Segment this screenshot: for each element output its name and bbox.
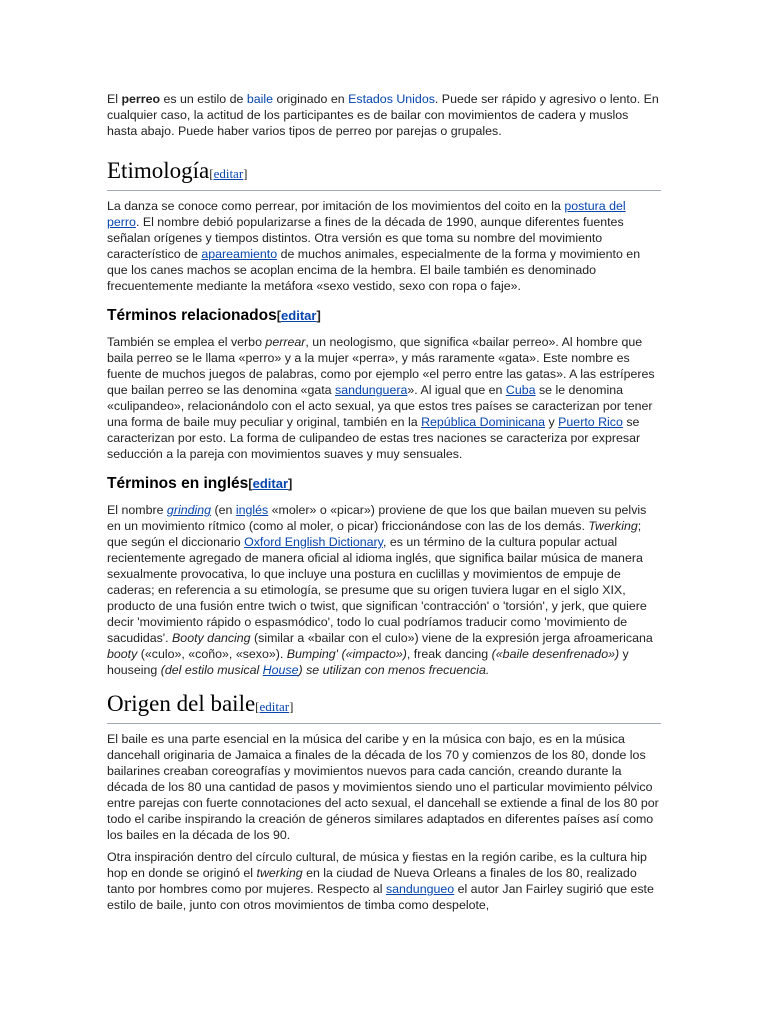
term-houseing-1: (del estilo musical [160,663,263,677]
link-ingles[interactable]: inglés [235,503,269,517]
heading-etimologia-text: Etimología [107,158,210,183]
ingles-text-9: y houseing [107,647,629,677]
etimologia-text-3: de muchos animales, especialmente de la forma y movimiento en que los canes machos se acoplan encima de la hembra. El baile también es denominado frecuentemente mediante la metáfora «sexo vestido, sexo con ropa o faje». [107,247,641,293]
edit-bracket-close: ] [316,308,321,323]
heading-etimologia [107,157,661,191]
origen-paragraph-2 [107,849,661,913]
relacionados-text-5: y [545,415,559,429]
edit-bracket-close: ] [243,166,248,181]
ingles-text-3: «moler» o «picar») proviene de que los que bailan mueven su pelvis en un movimiento rítmico (como al moler, o picar) friccionándose con las de los demás. [107,503,647,533]
relacionados-text-3: ». Al igual que en [407,383,506,397]
heading-terminos-relacionados [107,306,661,326]
article-body [107,91,661,913]
origen-text-2: en la ciudad de Nueva Orleans a finales de los 80, realizado tanto por hombres como por mujeres. Respecto al [107,866,637,896]
term-bumping: Bumping' («impacto») [286,647,407,661]
origen-paragraph-1: El baile es una parte esencial en la música del caribe y en la música con bajo, es en la música dancehall originaria de Jamaica a finales de la década de los 70 y comienzos de los 80, donde los bailarines creaban coreografías y movimientos nuevos para cada canción, creando durante la década de los 80 una cantidad de pasos y movimientos siendo uno el particular movimiento pélvico entre parejas con fuerte connotaciones del acto sexual, el dancehall se extiende a final de los 80 por todo el caribe inspirando la creación de géneros similares adaptados en diferentes países así como los bailes en la década de los 90. [107,732,659,842]
edit-bracket-open: [ [209,166,214,181]
link-postura-del-perro[interactable]: postura del perro [107,199,626,229]
edit-bracket-close: ] [289,699,294,714]
intro-text-1: El [107,92,122,106]
term-booty: booty [107,647,138,661]
edit-bracket-close: ] [288,476,293,491]
link-estados-unidos[interactable]: Estados Unidos [348,92,435,106]
term-freak-dancing: («baile desenfrenado») [491,647,620,661]
term-houseing-2: ) se utilizan con menos frecuencia. [298,663,490,677]
edit-link-etimologia[interactable]: editar [213,166,244,181]
intro-text-2: es un estilo de [160,92,247,106]
ingles-text-5: , es un término de la cultura popular actual recientemente agregado de manera oficial al idioma inglés, que significa bailar música de manera sexualmente provocativa, lo que incluye una postura en cuclillas y movimientos de empuje de caderas; en referencia a su etimología, se presume que su origen tuviera lugar en el siglo XIX, producto de una fusión entre twich o twist, que significan 'contracción' o 'torsión', y jerk, que quiere decir 'movimiento rápido o espasmódico', todo lo cual podríamos traducir como 'movimiento de sacudidas'. [107,535,647,645]
link-oxford-english-dictionary[interactable]: Oxford English Dictionary [244,535,383,549]
ingles-text-1: El nombre [107,503,167,517]
etimologia-text-1: La danza se conoce como perrear, por imitación de los movimientos del coito en la [107,199,565,213]
ingles-text-7: («culo», «coño», «sexo»). [137,647,287,661]
origen-text-1: Otra inspiración dentro del círculo cultural, de música y fiestas en la región caribe, es la cultura hip hop en donde se originó el [107,850,647,880]
edit-link-origen[interactable]: editar [259,699,290,714]
term-twerking: Twerking [588,519,638,533]
intro-text-4: . Puede ser rápido y agresivo o lento. En cualquier caso, la actitud de los participantes es de bailar con movimientos de cadera y muslos hasta abajo. Puede haber varios tipos de perreo por parejas o grupales. [107,92,659,138]
heading-terminos-en-ingles [107,474,661,494]
link-republica-dominicana[interactable]: República Dominicana [421,415,546,429]
relacionados-text-2: , un neologismo, que significa «bailar perreo». Al hombre que baila perreo se le llama «perro» y a la mujer «perra», y más raramente «gata». Este nombre es fuente de muchos juegos de palabras, como por ejemplo «el perro entre las gatas». A las estríperes que bailan perreo se las denomina «gata [107,335,655,397]
ingles-text-8: , freak dancing [406,647,492,661]
link-apareamiento[interactable]: apareamiento [201,247,278,261]
intro-paragraph [107,91,661,139]
link-puerto-rico[interactable]: Puerto Rico [558,415,623,429]
relacionados-paragraph [107,334,661,462]
heading-relacionados-text: Términos relacionados [107,307,277,324]
edit-bracket-open: [ [248,476,253,491]
link-sandunguera[interactable]: sandunguera [335,383,408,397]
intro-bold-term: perreo [121,92,161,106]
heading-origen-del-baile [107,690,661,724]
ingles-text-2: (en [211,503,236,517]
edit-bracket-open: [ [255,699,260,714]
ingles-text-4: ; que según el diccionario [107,519,642,549]
etimologia-text-2: . El nombre debió popularizarse a fines de la década de 1990, aunque diferentes fuentes señalan orígenes y tiempos distintos. Otra versión es que toma su nombre del movimiento característico de [107,215,624,261]
origen-text-3: el autor Jan Fairley sugirió que este estilo de baile, junto con otros movimientos de timba como despelote, [107,882,654,912]
link-cuba[interactable]: Cuba [505,383,536,397]
edit-link-ingles[interactable]: editar [252,476,289,491]
link-house[interactable]: House [262,663,299,677]
term-booty-dancing: Booty dancing [172,631,251,645]
intro-text-3: originado en [273,92,349,106]
ingles-paragraph [107,502,661,678]
heading-ingles-text: Términos en inglés [107,475,249,492]
edit-bracket-open: [ [276,308,282,323]
term-twerking-origen: twerking [256,866,303,880]
relacionados-text-6: se caracterizan por esto. La forma de culipandeo de estas tres naciones se caracteriza por expresar seducción a la pareja con movimientos suaves y muy sensuales. [107,415,641,461]
link-sandungueo[interactable]: sandungueo [385,882,455,896]
link-baile[interactable]: baile [246,92,274,106]
etimologia-paragraph [107,198,661,294]
relacionados-text-1: También se emplea el verbo [107,335,266,349]
edit-link-relacionados[interactable]: editar [281,308,317,323]
heading-origen-text: Origen del baile [107,691,256,716]
link-grinding[interactable]: grinding [166,503,212,517]
ingles-text-6: (similar a «bailar con el culo») viene de la expresión jerga afroamericana [250,631,653,645]
relacionados-text-4: se le denomina «culipandeo», relacionándolo con el acto sexual, ya que estos tres países se caracterizan por tener una forma de baile muy peculiar y original, también en la [107,383,653,429]
term-perrear: perrear [265,335,306,349]
